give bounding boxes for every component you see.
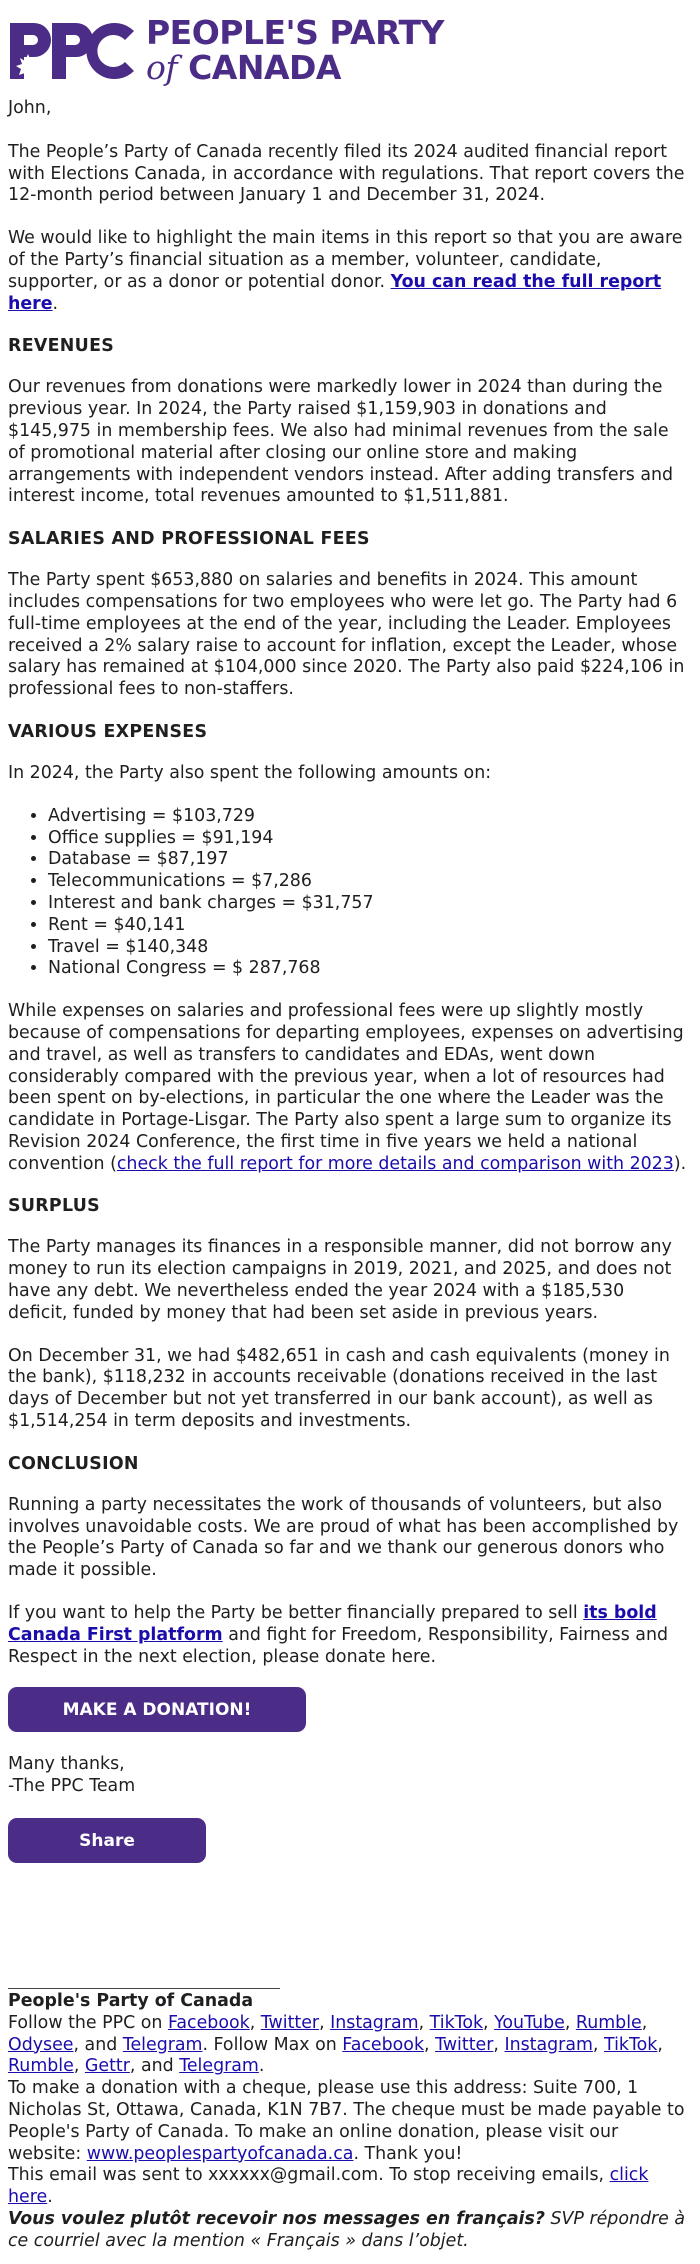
surplus-paragraph-2: On December 31, we had $482,651 in cash and cash equivalents (money in the bank), $118,232 in accounts receivable (donations received in the last days of December but not yet transferred in our bank account), as well as $1,514,254 in term deposits and investments.: [8, 1345, 670, 1432]
list-item: • Travel = $140,348: [48, 937, 688, 959]
footer-social: Follow the PPC on Facebook, Twitter, Instagram, TikTok, YouTube, Rumble, Odysee, and Telegram. Follow Max on Facebook, Twitter, Instagram, TikTok, Rumble, Gettr, and Telegram.: [8, 2012, 663, 2077]
ppc-odysee-link[interactable]: Odysee: [8, 2034, 74, 2055]
list-item: • Rent = $40,141: [48, 915, 688, 937]
ppc-rumble-link[interactable]: Rumble: [575, 2012, 642, 2033]
ppc-logo[interactable]: [8, 0, 688, 87]
party-name-line1: PEOPLE'S PARTY: [146, 13, 444, 53]
conclusion-text: If you want to help the Party be better financially prepared to sell: [8, 1603, 584, 1624]
salaries-paragraph: The Party spent $653,880 on salaries and benefits in 2024. This amount includes compensations for two employees who were let go. The Party had 6 full-time employees at the end of the year, including the Leader. Employees received a 2% salary raise to account for inflation, except the Leader, whose salary has remained at $104,000 since 2020. The Party also paid $224,106 in professional fees to non-staffers.: [8, 570, 685, 700]
party-name-of: of: [146, 48, 178, 87]
french-instructions: SVP répondre à ce courriel avec la mention « Français » dans l’objet.: [8, 2209, 686, 2251]
party-name: [146, 13, 444, 87]
ppc-telegram-link[interactable]: Telegram: [122, 2034, 203, 2055]
share-button[interactable]: Share: [8, 1818, 206, 1863]
salaries-heading: SALARIES AND PROFESSIONAL FEES: [8, 529, 370, 550]
expenses-text-end: ).: [673, 1153, 687, 1174]
intro-paragraph-2: [8, 228, 688, 315]
full-report-link[interactable]: You can read the full report here: [8, 271, 662, 314]
expenses-paragraph: [8, 1001, 688, 1175]
max-facebook-link[interactable]: Facebook: [342, 2034, 425, 2055]
surplus-paragraph: The Party manages its finances in a responsible manner, did not borrow any money to run its election campaigns in 2019, 2021, and 2025, and does not have any debt. We nevertheless ended the year 2024 with a $185,530 deficit, funded by money that had been set aside in previous years.: [8, 1237, 672, 1323]
signoff-thanks: Many thanks,: [8, 1754, 125, 1775]
and-word: and: [84, 2034, 118, 2055]
sent-to-text: This email was sent to xxxxxx@gmail.com. To stop receiving emails,: [8, 2165, 610, 2186]
thanks-text: . Thank you!: [353, 2143, 463, 2164]
follow-ppc-label: Follow the PPC on: [8, 2012, 168, 2033]
follow-max-label: Follow Max on: [213, 2034, 343, 2055]
ppc-tiktok-link[interactable]: TikTok: [429, 2012, 484, 2033]
ppc-logo-mark: [8, 21, 136, 81]
max-instagram-link[interactable]: Instagram: [504, 2034, 593, 2055]
website-link[interactable]: www.peoplespartyofcanada.ca: [86, 2143, 354, 2164]
list-item: • Database = $87,197: [48, 849, 688, 871]
signoff-team: -The PPC Team: [8, 1776, 136, 1797]
conclusion-text-end: and fight for Freedom, Responsibility, Fairness and Respect in the next election, please donate here.: [8, 1624, 669, 1667]
conclusion-paragraph-2: [8, 1603, 688, 1668]
party-name-line2: [146, 48, 444, 87]
max-gettr-link[interactable]: Gettr: [84, 2056, 130, 2077]
unsubscribe-link[interactable]: click here: [8, 2165, 649, 2208]
list-item: • Interest and bank charges = $31,757: [48, 893, 688, 915]
intro-paragraph: The People’s Party of Canada recently filed its 2024 audited financial report with Elections Canada, in accordance with regulations. That report covers the 12-month period between January 1 and December 31, 2024.: [8, 141, 685, 206]
period: .: [52, 293, 59, 314]
and-word: and: [140, 2056, 174, 2077]
footer-unsubscribe: This email was sent to xxxxxx@gmail.com. To stop receiving emails, click here.: [8, 2165, 649, 2208]
donate-button[interactable]: MAKE A DONATION!: [8, 1687, 306, 1732]
surplus-heading: SURPLUS: [8, 1196, 100, 1217]
revenues-heading: REVENUES: [8, 336, 115, 357]
list-item: • Telecommunications = $7,286: [48, 871, 688, 893]
list-item: • Advertising = $103,729: [48, 806, 688, 828]
footer-org-name: People's Party of Canada: [8, 1991, 254, 2012]
max-telegram-link[interactable]: Telegram: [179, 2056, 259, 2077]
expenses-list: [8, 806, 688, 980]
details-report-link[interactable]: check the full report for more details and comparison with 2023: [116, 1153, 674, 1174]
footer-french-note: [8, 2209, 688, 2253]
revenues-paragraph: Our revenues from donations were markedly lower in 2024 than during the previous year. In 2024, the Party raised $1,159,903 in donations and $145,975 in membership fees. We also had minimal revenues from the sale of promotional material after closing our online store and making arrangements with independent vendors instead. After adding transfers and interest income, total revenues amounted to $1,511,881.: [8, 377, 674, 507]
footer-divider: [8, 1988, 280, 1989]
max-tiktok-link[interactable]: TikTok: [603, 2034, 658, 2055]
greeting: John,: [8, 98, 52, 118]
french-question: Vous voulez plutôt recevoir nos messages en français?: [8, 2209, 545, 2229]
party-name-canada: CANADA: [188, 48, 341, 87]
list-item: • National Congress = $ 287,768: [48, 958, 688, 980]
max-twitter-link[interactable]: Twitter: [435, 2034, 494, 2055]
ppc-instagram-link[interactable]: Instagram: [330, 2012, 419, 2033]
expenses-heading: VARIOUS EXPENSES: [8, 721, 208, 742]
cheque-text: To make a donation with a cheque, please use this address: Suite 700, 1 Nicholas St, Ottawa, Canada, K1N 7B7. The cheque must be made payable to People's Party of Canada. To make an online donation, please visit our website:: [8, 2078, 685, 2164]
expenses-intro: In 2024, the Party also spent the following amounts on:: [8, 762, 492, 783]
conclusion-paragraph: Running a party necessitates the work of thousands of volunteers, but also involves unavoidable costs. We are proud of what has been accomplished by the People’s Party of Canada so far and we thank our generous donors who made it possible.: [8, 1494, 679, 1581]
list-item: • Office supplies = $91,194: [48, 828, 688, 850]
intro-text: We would like to highlight the main items in this report so that you are aware of the Party’s financial situation as a member, volunteer, candidate, supporter, or as a donor or potential donor.: [8, 228, 683, 292]
max-rumble-link[interactable]: Rumble: [8, 2056, 74, 2077]
ppc-youtube-link[interactable]: YouTube: [494, 2012, 565, 2033]
ppc-facebook-link[interactable]: Facebook: [167, 2012, 250, 2033]
ppc-twitter-link[interactable]: Twitter: [260, 2012, 320, 2033]
footer: [8, 1988, 688, 2253]
footer-cheque-info: [8, 2078, 688, 2165]
conclusion-heading: CONCLUSION: [8, 1453, 139, 1474]
platform-link[interactable]: its bold Canada First platform: [8, 1603, 657, 1645]
expenses-text: While expenses on salaries and professional fees were up slightly mostly because of compensations for departing employees, expenses on advertising and travel, as well as transfers to candidates and EDAs, went down considerably compared with the previous year, when a lot of resources had been spent on by-elections, in particular the one where the Leader was the candidate in Portage-Lisgar. The Party also spent a large sum to organize its Revision 2024 Conference, the first time in five years we held a national convention (: [8, 1001, 684, 1174]
